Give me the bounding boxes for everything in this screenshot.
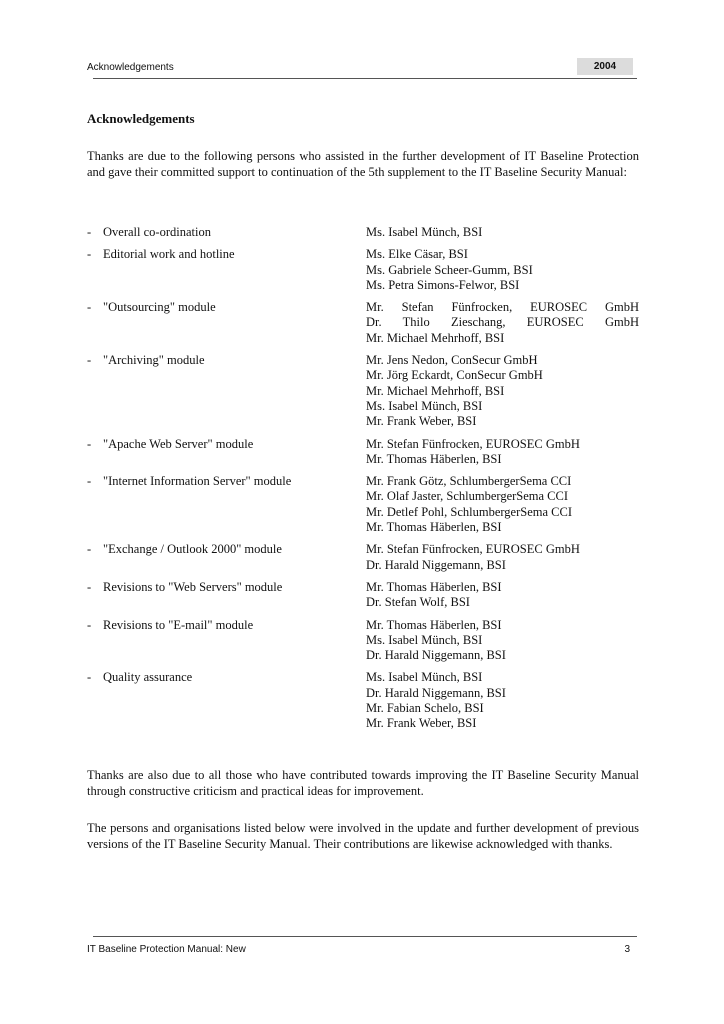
contributor-name: Dr. Harald Niggemann, BSI	[366, 685, 506, 700]
header-divider	[93, 78, 637, 79]
task-label: Overall co-ordination	[103, 225, 211, 239]
contributor-names	[366, 300, 639, 346]
list-bullet: -	[87, 579, 92, 594]
contributor-name: Ms. Gabriele Scheer-Gumm, BSI	[366, 262, 533, 277]
contributor-item	[87, 580, 639, 611]
contributor-item	[87, 474, 639, 535]
contributor-name: Mr. Frank Weber, BSI	[366, 414, 477, 429]
contributor-names	[366, 353, 639, 429]
contributor-name: Dr. Stefan Wolf, BSI	[366, 595, 470, 610]
contributor-name: Dr. Harald Niggemann, BSI	[366, 648, 506, 663]
contributor-item	[87, 225, 639, 240]
contributor-names	[366, 247, 639, 293]
contributor-name: Mr. Thomas Häberlen, BSI	[366, 617, 502, 632]
list-bullet: -	[87, 300, 92, 315]
contributor-name: Mr. Thomas Häberlen, BSI	[366, 520, 502, 535]
contributor-item	[87, 247, 639, 293]
task-label: Revisions to "E-mail" module	[103, 617, 254, 632]
list-bullet: -	[87, 474, 92, 489]
contributor-name: Mr. Frank Götz, SchlumbergerSema CCI	[366, 474, 572, 489]
contributor-item	[87, 618, 639, 664]
contributor-names	[366, 670, 639, 731]
contributor-item	[87, 300, 639, 346]
contributor-item	[87, 670, 639, 731]
list-bullet: -	[87, 353, 92, 368]
list-bullet: -	[87, 436, 92, 451]
task-label: "Internet Information Server" module	[103, 474, 292, 489]
contributor-name: Mr. Frank Weber, BSI	[366, 716, 477, 731]
contributor-name: Mr. Jens Nedon, ConSecur GmbH	[366, 353, 538, 368]
previous-versions-paragraph: The persons and organisations listed below were involved in the update and further development of previous versions of the IT Baseline Security Manual. Their contributions are likewise acknowledged with thanks.	[87, 821, 639, 851]
contributor-name: Mr. Fabian Schelo, BSI	[366, 701, 484, 716]
contributor-name: Mr. Michael Mehrhoff, BSI	[366, 330, 505, 345]
header-year-badge: 2004	[577, 58, 633, 75]
contributor-item	[87, 437, 639, 468]
contributor-name: Ms. Isabel Münch, BSI	[366, 632, 483, 647]
list-bullet: -	[87, 670, 92, 685]
task-label: "Exchange / Outlook 2000" module	[103, 542, 282, 557]
contributor-name: Dr. Thilo Zieschang, EUROSEC GmbH	[366, 315, 639, 330]
contributor-name: Mr. Stefan Fünfrocken, EUROSEC GmbH	[366, 542, 580, 557]
contributor-name: Mr. Michael Mehrhoff, BSI	[366, 383, 505, 398]
contributor-name: Dr. Harald Niggemann, BSI	[366, 557, 506, 572]
task-label: Quality assurance	[103, 670, 193, 685]
task-label: Editorial work and hotline	[103, 247, 235, 262]
task-label: Revisions to "Web Servers" module	[103, 579, 283, 594]
contributor-name: Mr. Stefan Fünfrocken, EUROSEC GmbH	[366, 300, 639, 315]
contributor-item	[87, 542, 639, 573]
contributor-name: Ms. Elke Cäsar, BSI	[366, 247, 468, 262]
contributor-name: Mr. Stefan Fünfrocken, EUROSEC GmbH	[366, 436, 580, 451]
contributor-names	[366, 618, 639, 664]
contributor-names	[366, 580, 639, 611]
contributor-name: Ms. Isabel Münch, BSI	[366, 225, 483, 239]
contributor-names	[366, 542, 639, 573]
intro-paragraph: Thanks are due to the following persons who assisted in the further development of IT Baseline Protection and gave their committed support to continuation of the 5th supplement to the IT Baseline Security Manual:	[87, 149, 639, 179]
contributor-name: Ms. Petra Simons-Felwor, BSI	[366, 277, 520, 292]
contributor-name: Mr. Jörg Eckardt, ConSecur GmbH	[366, 368, 543, 383]
page-number: 3	[624, 944, 630, 955]
footer-divider	[93, 936, 637, 937]
header-title: Acknowledgements	[87, 62, 174, 73]
contributor-list	[87, 225, 639, 732]
contributor-name: Ms. Isabel Münch, BSI	[366, 670, 483, 685]
contributor-names	[366, 437, 639, 468]
list-bullet: -	[87, 225, 92, 239]
contributor-name: Mr. Thomas Häberlen, BSI	[366, 579, 502, 594]
contributor-name: Ms. Isabel Münch, BSI	[366, 398, 483, 413]
task-label: "Archiving" module	[103, 353, 205, 368]
contributor-name: Mr. Thomas Häberlen, BSI	[366, 451, 502, 466]
task-label: "Outsourcing" module	[103, 300, 216, 315]
list-bullet: -	[87, 542, 92, 557]
list-bullet: -	[87, 247, 92, 262]
contributor-names	[366, 474, 639, 535]
contributor-name: Mr. Olaf Jaster, SchlumbergerSema CCI	[366, 489, 569, 504]
contributor-name: Mr. Detlef Pohl, SchlumbergerSema CCI	[366, 504, 572, 519]
task-label: "Apache Web Server" module	[103, 436, 254, 451]
thanks-paragraph: Thanks are also due to all those who have contributed towards improving the IT Baseline Security Manual through constructive criticism and practical ideas for improvement.	[87, 768, 639, 798]
section-heading: Acknowledgements	[87, 111, 195, 126]
contributor-item	[87, 353, 639, 429]
footer-title: IT Baseline Protection Manual: New	[87, 944, 246, 955]
page-header	[87, 58, 633, 78]
list-bullet: -	[87, 617, 92, 632]
contributor-names	[366, 225, 639, 240]
